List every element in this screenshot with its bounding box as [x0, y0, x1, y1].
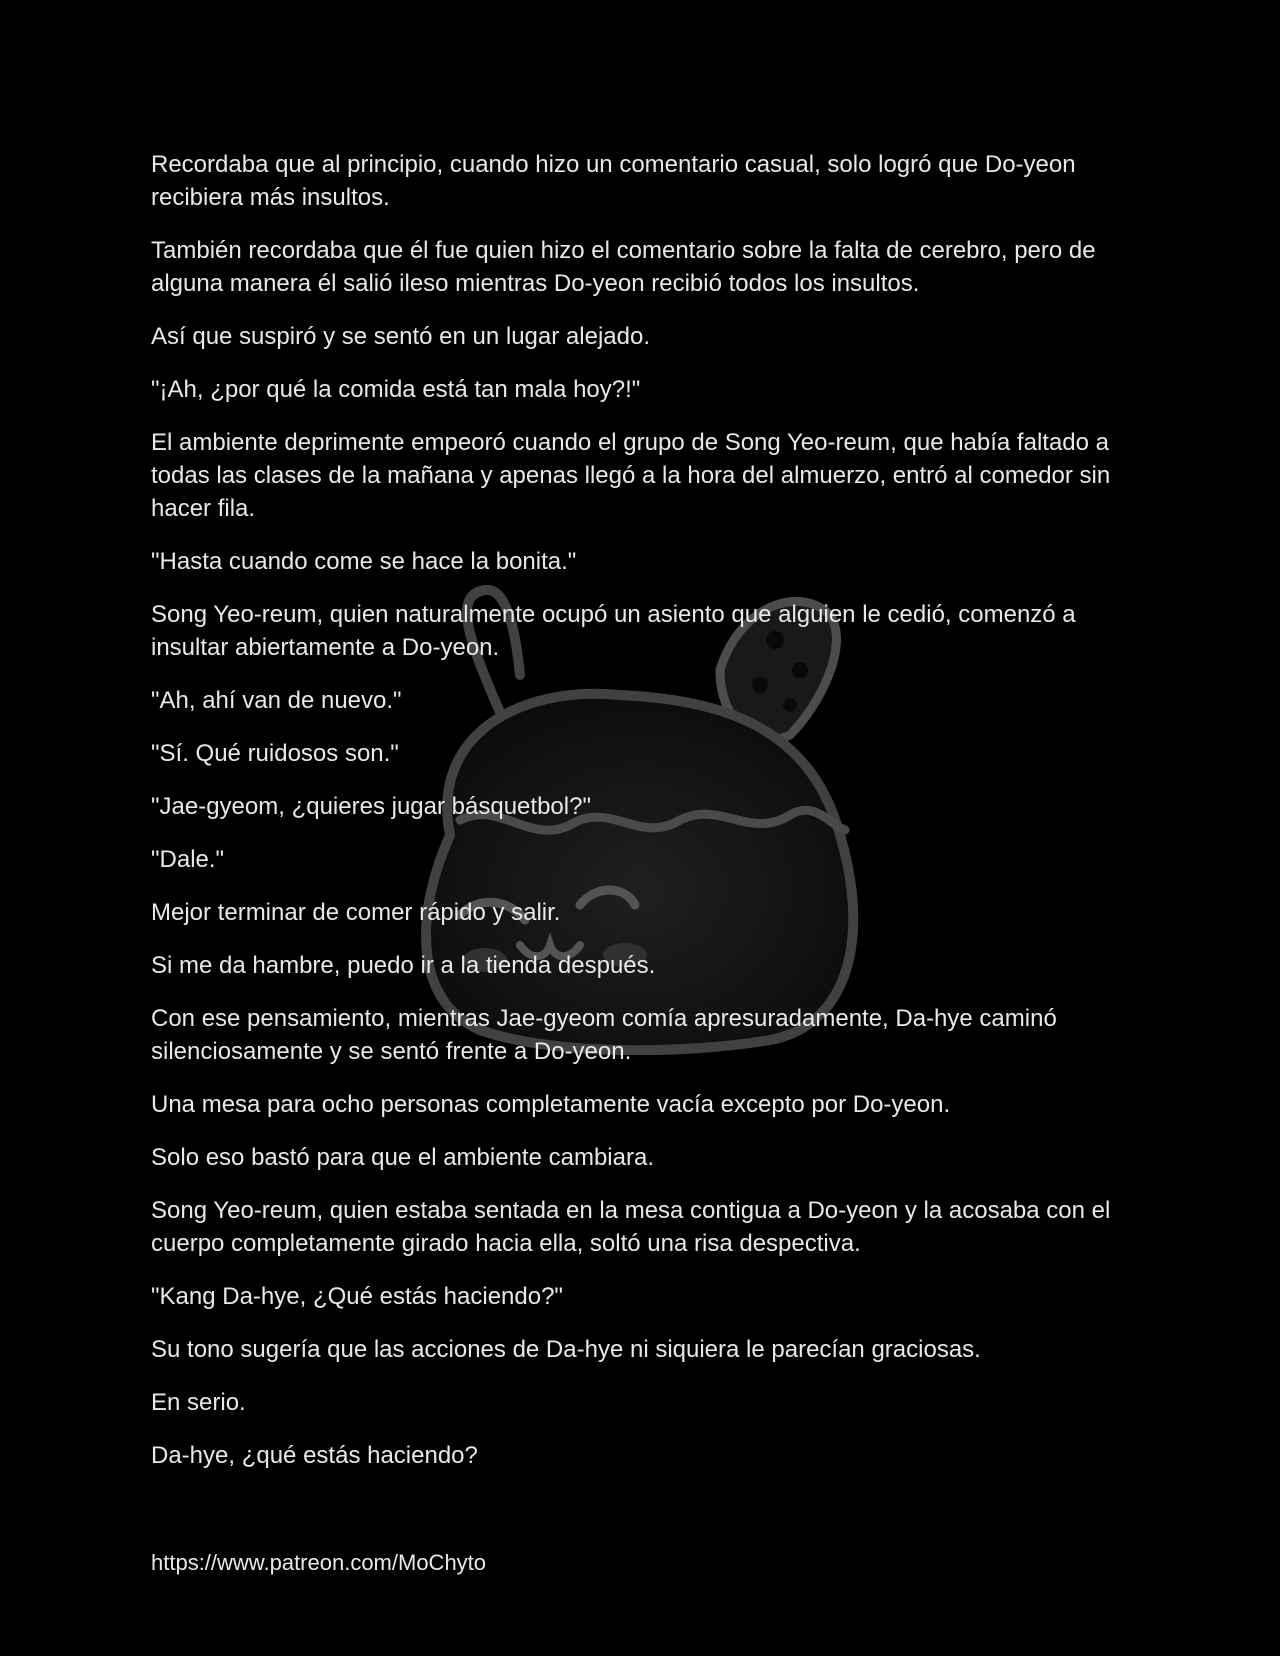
paragraph: Recordaba que al principio, cuando hizo un comentario casual, solo logró que Do-yeon recibiera más insultos. — [151, 151, 1076, 211]
paragraph: Con ese pensamiento, mientras Jae-gyeom comía apresuradamente, Da-hye caminó silenciosamente y se sentó frente a Do-yeon. — [151, 1005, 1057, 1065]
paragraph: "Sí. Qué ruidosos son." — [151, 740, 399, 767]
paragraph: "Ah, ahí van de nuevo." — [151, 687, 402, 714]
paragraph: Su tono sugería que las acciones de Da-hye ni siquiera le parecían graciosas. — [151, 1336, 981, 1363]
paragraph: El ambiente deprimente empeoró cuando el grupo de Song Yeo-reum, que había faltado a todas las clases de la mañana y apenas llegó a la hora del almuerzo, entró al comedor sin hacer fila. — [151, 429, 1111, 522]
paragraph: "Kang Da-hye, ¿Qué estás haciendo?" — [151, 1283, 563, 1310]
paragraph: "Hasta cuando come se hace la bonita." — [151, 548, 577, 575]
paragraph: En serio. — [151, 1389, 246, 1416]
paragraph: Song Yeo-reum, quien estaba sentada en la mesa contigua a Do-yeon y la acosaba con el cuerpo completamente girado hacia ella, soltó una risa despectiva. — [151, 1197, 1111, 1257]
paragraph: Mejor terminar de comer rápido y salir. — [151, 899, 561, 926]
paragraph: Así que suspiró y se sentó en un lugar alejado. — [151, 323, 650, 350]
paragraph: Si me da hambre, puedo ir a la tienda después. — [151, 952, 656, 979]
paragraph: Una mesa para ocho personas completamente vacía excepto por Do-yeon. — [151, 1091, 951, 1118]
paragraph: Da-hye, ¿qué estás haciendo? — [151, 1442, 478, 1469]
paragraph: Song Yeo-reum, quien naturalmente ocupó un asiento que alguien le cedió, comenzó a insultar abiertamente a Do-yeon. — [151, 601, 1076, 661]
paragraph: También recordaba que él fue quien hizo el comentario sobre la falta de cerebro, pero de alguna manera él salió ileso mientras Do-yeon recibió todos los insultos. — [151, 237, 1096, 297]
paragraph: "Jae-gyeom, ¿quieres jugar básquetbol?" — [151, 793, 591, 820]
paragraph: "¡Ah, ¿por qué la comida está tan mala hoy?!" — [151, 376, 641, 403]
story-body — [151, 148, 1141, 1492]
paragraph: "Dale." — [151, 846, 225, 873]
paragraph: Solo eso bastó para que el ambiente cambiara. — [151, 1144, 654, 1171]
patreon-link[interactable]: https://www.patreon.com/MoChyto — [151, 1550, 487, 1575]
